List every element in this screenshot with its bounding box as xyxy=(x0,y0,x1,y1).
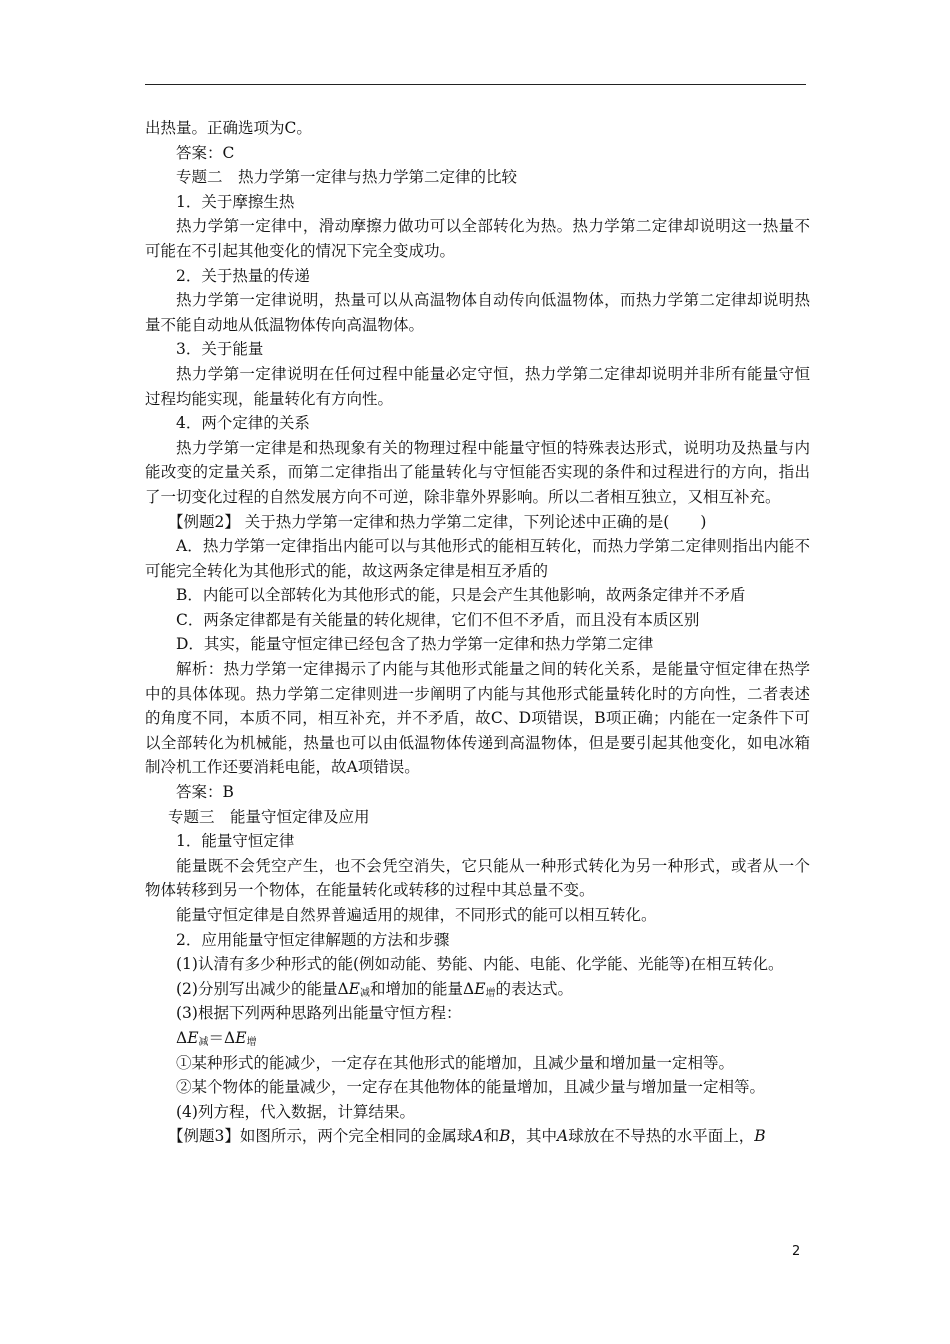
step-4: (4)列方程，代入数据，计算结果。 xyxy=(176,1102,415,1121)
paragraph: 热力学第一定律说明在任何过程中能量必定守恒，热力学第二定律却说明并非所有能量守恒过程均能实现，能量转化有方向性。 xyxy=(145,364,810,408)
subheading: 3．关于能量 xyxy=(176,340,264,359)
text-span: Δ xyxy=(176,1028,188,1047)
example-question xyxy=(145,1124,810,1149)
symbol-b: B xyxy=(499,1127,511,1146)
paragraph: 出热量。正确选项为C。 xyxy=(145,119,312,137)
text-span: 球放在不导热的水平面上， xyxy=(568,1127,755,1146)
subheading: 1．关于摩擦生热 xyxy=(176,192,295,211)
answer-line: 答案：C xyxy=(176,143,235,162)
subscript: 减 xyxy=(359,987,370,999)
subheading: 4．两个定律的关系 xyxy=(176,414,310,433)
symbol-b: B xyxy=(754,1127,766,1146)
paragraph: 热力学第一定律说明，热量可以从高温物体自动传向低温物体，而热力学第二定律却说明热量不能自动地从低温物体传向高温物体。 xyxy=(145,291,810,334)
symbol-e: E xyxy=(187,1028,199,1047)
option-d: D．其实，能量守恒定律已经包含了热力学第一定律和热力学第二定律 xyxy=(176,635,654,654)
rule-1: ①某种形式的能减少，一定存在其他形式的能增加，且减少量和增加量一定相等。 xyxy=(176,1053,735,1072)
text-span: 的表达式。 xyxy=(495,979,574,998)
paragraph: 能量既不会凭空产生，也不会凭空消失，它只能从一种形式转化为另一种形式，或者从一个物体转移到另一个物体，在能量转化或转移的过程中其总量不变。 xyxy=(145,856,810,900)
text-span: 和增加的能量Δ xyxy=(369,979,475,998)
symbol-e: E xyxy=(235,1028,247,1047)
solution-paragraph: 解析：热力学第一定律揭示了内能与其他形式能量之间的转化关系，是能量守恒定律在热学中的具体体现。热力学第二定律则进一步阐明了内能与其他形式能量转化时的方向性，二者表述的角度不同，本质不同，相互补充，并不矛盾，故C、D项错误，B项正确；内能在一定条件下可以全部转化为机械能，热量也可以由低温物体传递到高温物体，但是要引起其他变化，如电冰箱制冷机工作还要消耗电能，故A项错误。 xyxy=(145,660,810,777)
text-span: ，其中 xyxy=(510,1127,557,1146)
subheading: 1．能量守恒定律 xyxy=(176,832,295,851)
paragraph: 热力学第一定律是和热现象有关的物理过程中能量守恒的特殊表达形式，说明功及热量与内能改变的定量关系，而第二定律指出了能量转化与守恒能否实现的条件和过程进行的方向，指出了一切变化过程的自然发展方向不可逆，除非靠外界影响。所以二者相互独立，又相互补充。 xyxy=(145,438,810,506)
subheading: 2．应用能量守恒定律解题的方法和步骤 xyxy=(176,930,450,949)
section-heading: 专题二 热力学第一定律与热力学第二定律的比较 xyxy=(176,168,518,187)
subscript: 增 xyxy=(485,987,496,999)
answer-line: 答案：B xyxy=(176,783,234,802)
document-body xyxy=(145,116,810,1149)
paragraph: 能量守恒定律是自然界普遍适用的规律，不同形式的能可以相互转化。 xyxy=(176,906,657,924)
subscript: 减 xyxy=(198,1036,209,1048)
option-b: B．内能可以全部转化为其他形式的能，只是会产生其他影响，故两条定律并不矛盾 xyxy=(176,586,746,605)
symbol-a: A xyxy=(472,1127,484,1146)
subheading: 2．关于热量的传递 xyxy=(176,266,310,285)
equation xyxy=(145,1026,810,1051)
step-2 xyxy=(145,977,810,1002)
option-a: A．热力学第一定律指出内能可以与其他形式的能相互转化，而热力学第二定律则指出内能不可能完全转化为其他形式的能，故这两条定律是相互矛盾的 xyxy=(145,537,810,580)
section-heading: 专题三 能量守恒定律及应用 xyxy=(168,807,370,826)
paragraph: 热力学第一定律中，滑动摩擦力做功可以全部转化为热。热力学第二定律却说明这一热量不可能在不引起其他变化的情况下完全变成功。 xyxy=(145,217,810,260)
text-span: 【例题3】如图所示，两个完全相同的金属球 xyxy=(168,1127,473,1146)
text-span: (2)分别写出减少的能量Δ xyxy=(176,979,349,998)
option-c: C．两条定律都是有关能量的转化规律，它们不但不矛盾，而且没有本质区别 xyxy=(176,610,700,629)
page-number: 2 xyxy=(792,1244,801,1259)
symbol-a: A xyxy=(557,1127,569,1146)
rule-2: ②某个物体的能量减少，一定存在其他物体的能量增加，且减少量与增加量一定相等。 xyxy=(176,1078,766,1097)
step-1: (1)认清有多少种形式的能(例如动能、势能、内能、电能、化学能、光能等)在相互转化。 xyxy=(176,955,784,974)
subscript: 增 xyxy=(246,1036,257,1048)
header-rule xyxy=(145,84,806,85)
symbol-e: E xyxy=(474,979,486,998)
symbol-e: E xyxy=(348,979,360,998)
text-span: 和 xyxy=(483,1127,500,1146)
text-span: ＝Δ xyxy=(208,1028,236,1047)
step-3: (3)根据下列两种思路列出能量守恒方程： xyxy=(176,1004,462,1023)
example-question: 【例题2】 关于热力学第一定律和热力学第二定律，下列论述中正确的是( ) xyxy=(168,512,707,531)
